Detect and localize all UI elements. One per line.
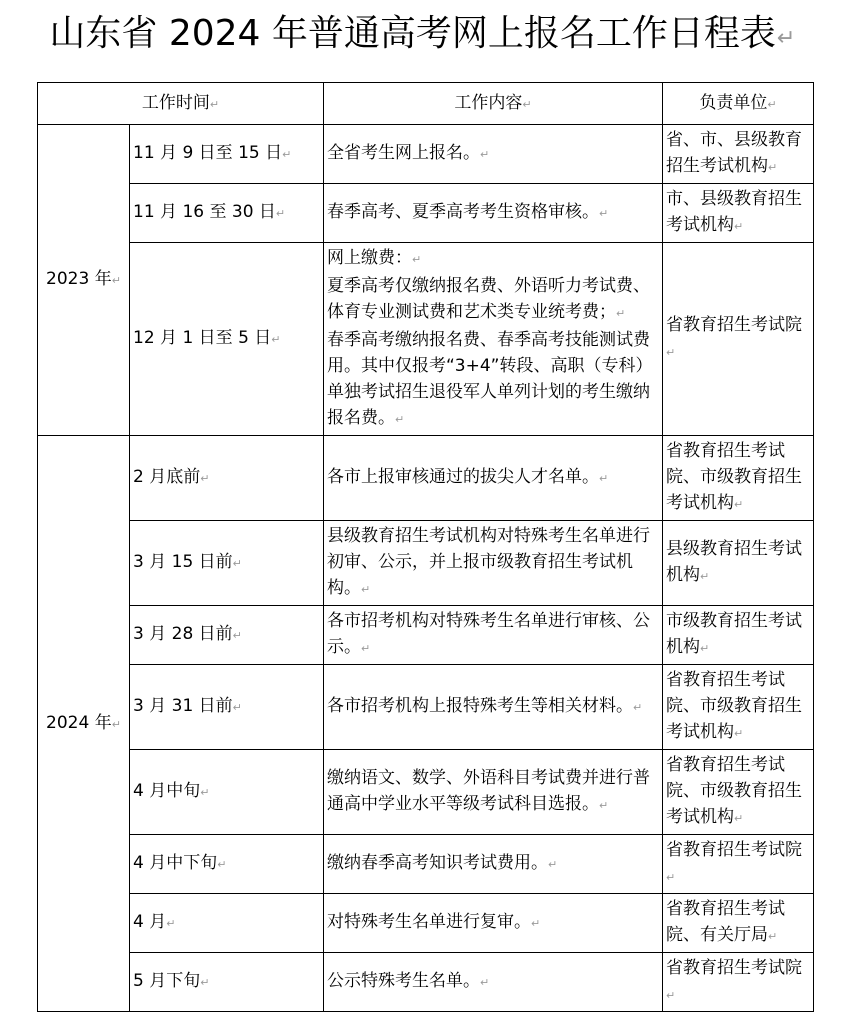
date-cell	[130, 243, 324, 436]
content-text: 春季高考缴纳报名费、春季高考技能测试费用。其中仅报考“3+4”转段、高职（专科）单独考试招生退役军人单列计划的考生缴纳报名费。	[327, 330, 653, 428]
content-cell	[324, 665, 663, 750]
content-text: 春季高考、夏季高考考生资格审核。	[327, 202, 599, 222]
year-label: 2024 年	[46, 712, 112, 733]
return-mark-icon: ↵	[599, 799, 609, 812]
date-label: 4 月	[133, 912, 167, 932]
date-cell	[130, 184, 324, 243]
date-label: 4 月中下旬	[133, 853, 218, 873]
content-text: 网上缴费：	[327, 248, 412, 268]
content-paragraph	[327, 909, 659, 937]
unit-text: 省教育招生考试院	[666, 840, 802, 860]
header-content: 工作内容↵	[324, 83, 663, 125]
return-mark-icon: ↵	[361, 642, 371, 655]
return-mark-icon: ↵	[531, 917, 541, 930]
content-paragraph	[327, 245, 659, 273]
return-mark-icon: ↵	[217, 858, 227, 871]
unit-text: 市、县级教育招生考试机构	[666, 189, 802, 235]
return-mark-icon: ↵	[200, 786, 210, 799]
table-row	[38, 243, 814, 436]
year-label: 2023 年	[46, 269, 112, 289]
table-row	[38, 606, 814, 665]
return-mark-icon: ↵	[166, 917, 176, 930]
date-label: 12 月 1 日至 5 日	[133, 328, 272, 348]
return-mark-icon: ↵	[734, 727, 744, 740]
year-cell	[38, 125, 130, 436]
return-mark-icon: ↵	[111, 274, 121, 287]
return-mark-icon: ↵	[412, 253, 422, 266]
table-row	[38, 835, 814, 894]
header-row	[38, 83, 814, 125]
unit-text: 省教育招生考试院、市级教育招生考试机构	[666, 755, 802, 827]
return-mark-icon: ↵	[734, 812, 744, 825]
return-mark-icon: ↵	[111, 717, 121, 731]
date-label: 4 月中旬	[133, 781, 201, 801]
header-unit: 负责单位↵	[663, 83, 814, 125]
unit-text: 省教育招生考试院	[666, 315, 802, 335]
content-cell	[324, 953, 663, 1012]
content-paragraph	[327, 273, 659, 327]
schedule-table	[37, 82, 814, 1012]
content-text: 公示特殊考生名单。	[327, 971, 480, 991]
schedule-table-body	[38, 83, 814, 1012]
unit-cell	[663, 750, 814, 835]
content-text: 缴纳春季高考知识考试费用。	[327, 853, 548, 873]
return-mark-icon: ↵	[666, 346, 676, 359]
return-mark-icon: ↵	[734, 498, 744, 511]
return-mark-icon: ↵	[666, 871, 676, 884]
content-paragraph	[327, 199, 659, 227]
return-mark-icon: ↵	[599, 207, 609, 220]
return-mark-icon: ↵	[232, 629, 242, 642]
date-cell	[130, 436, 324, 521]
document-title: 山东省 2024 年普通高考网上报名工作日程表↵	[49, 13, 796, 54]
content-cell	[324, 436, 663, 521]
table-row	[38, 953, 814, 1012]
return-mark-icon: ↵	[275, 207, 286, 220]
unit-cell	[663, 665, 814, 750]
date-cell	[130, 894, 324, 953]
table-row	[38, 665, 814, 750]
return-mark-icon: ↵	[271, 333, 281, 346]
content-paragraph	[327, 523, 659, 603]
date-label: 3 月 28 日前	[133, 624, 233, 644]
content-cell	[324, 835, 663, 894]
return-mark-icon: ↵	[548, 858, 558, 871]
content-paragraph	[327, 464, 659, 492]
table-row	[38, 750, 814, 835]
return-mark-icon: ↵	[666, 989, 676, 1002]
return-mark-icon: ↵	[361, 583, 371, 596]
date-cell	[130, 521, 324, 606]
content-cell	[324, 894, 663, 953]
content-text: 全省考生网上报名。	[327, 143, 480, 163]
unit-text: 省教育招生考试院、市级教育招生考试机构	[666, 670, 802, 742]
date-cell	[130, 606, 324, 665]
content-text: 各市招考机构对特殊考生名单进行审核、公示。	[327, 611, 650, 657]
content-cell	[324, 125, 663, 184]
return-mark-icon: ↵	[599, 472, 609, 485]
content-text: 对特殊考生名单进行复审。	[327, 912, 531, 932]
unit-text: 省、市、县级教育招生考试机构	[666, 130, 802, 176]
unit-cell	[663, 894, 814, 953]
content-text: 各市招考机构上报特殊考生等相关材料。	[327, 696, 633, 716]
content-text: 夏季高考仅缴纳报名费、外语听力考试费、体育专业测试费和艺术类专业统考费；	[327, 276, 650, 322]
date-label: 5 月下旬	[133, 971, 201, 991]
unit-cell	[663, 606, 814, 665]
return-mark-icon: ↵	[200, 472, 210, 485]
content-paragraph	[327, 968, 659, 996]
unit-text: 县级教育招生考试机构	[666, 539, 802, 585]
unit-text: 市级教育招生考试机构	[666, 611, 802, 657]
return-mark-icon: ↵	[700, 642, 710, 655]
content-text: 县级教育招生考试机构对特殊考生名单进行初审、公示，并上报市级教育招生考试机构。	[327, 526, 650, 598]
table-row	[38, 521, 814, 606]
return-mark-icon: ↵	[395, 413, 405, 426]
return-mark-icon: ↵	[768, 930, 778, 943]
return-mark-icon: ↵	[616, 307, 626, 320]
unit-cell	[663, 243, 814, 436]
unit-cell	[663, 436, 814, 521]
unit-cell	[663, 125, 814, 184]
date-label: 2 月底前	[133, 467, 201, 487]
return-mark-icon: ↵	[768, 161, 778, 174]
return-mark-icon: ↵	[700, 570, 710, 583]
content-paragraph	[327, 765, 659, 819]
date-label: 3 月 15 日前	[133, 552, 233, 572]
content-text: 各市上报审核通过的拔尖人才名单。	[327, 467, 599, 487]
return-mark-icon: ↵	[776, 25, 796, 51]
content-paragraph	[327, 693, 659, 721]
date-label: 11 月 16 至 30 日	[133, 202, 276, 222]
content-cell	[324, 184, 663, 243]
content-paragraph	[327, 850, 659, 878]
unit-cell	[663, 835, 814, 894]
date-cell	[130, 835, 324, 894]
unit-text: 省教育招生考试院	[666, 958, 802, 978]
unit-cell	[663, 521, 814, 606]
content-paragraph	[327, 327, 659, 433]
table-row	[38, 436, 814, 521]
date-cell	[130, 665, 324, 750]
content-cell	[324, 521, 663, 606]
return-mark-icon: ↵	[232, 701, 242, 714]
unit-cell	[663, 184, 814, 243]
header-time: 工作时间↵	[38, 83, 324, 125]
unit-cell	[663, 953, 814, 1012]
return-mark-icon: ↵	[480, 148, 490, 161]
content-paragraph	[327, 608, 659, 662]
return-mark-icon: ↵	[734, 220, 744, 233]
return-mark-icon: ↵	[633, 701, 643, 714]
table-row	[38, 184, 814, 243]
unit-text: 省教育招生考试院、市级教育招生考试机构	[666, 441, 802, 513]
date-cell	[130, 750, 324, 835]
content-text: 缴纳语文、数学、外语科目考试费并进行普通高中学业水平等级考试科目选报。	[327, 768, 650, 814]
content-cell	[324, 243, 663, 436]
unit-text: 省教育招生考试院、有关厅局	[666, 899, 785, 945]
date-cell	[130, 953, 324, 1012]
return-mark-icon: ↵	[480, 976, 490, 989]
content-cell	[324, 750, 663, 835]
return-mark-icon: ↵	[232, 557, 242, 570]
date-label: 11 月 9 日至 15 日	[133, 143, 283, 163]
return-mark-icon: ↵	[200, 976, 210, 989]
table-row	[38, 894, 814, 953]
return-mark-icon: ↵	[282, 148, 292, 161]
date-label: 3 月 31 日前	[133, 696, 233, 716]
table-row	[38, 125, 814, 184]
date-cell	[130, 125, 324, 184]
content-cell	[324, 606, 663, 665]
year-cell	[38, 436, 130, 1012]
content-paragraph	[327, 140, 659, 168]
